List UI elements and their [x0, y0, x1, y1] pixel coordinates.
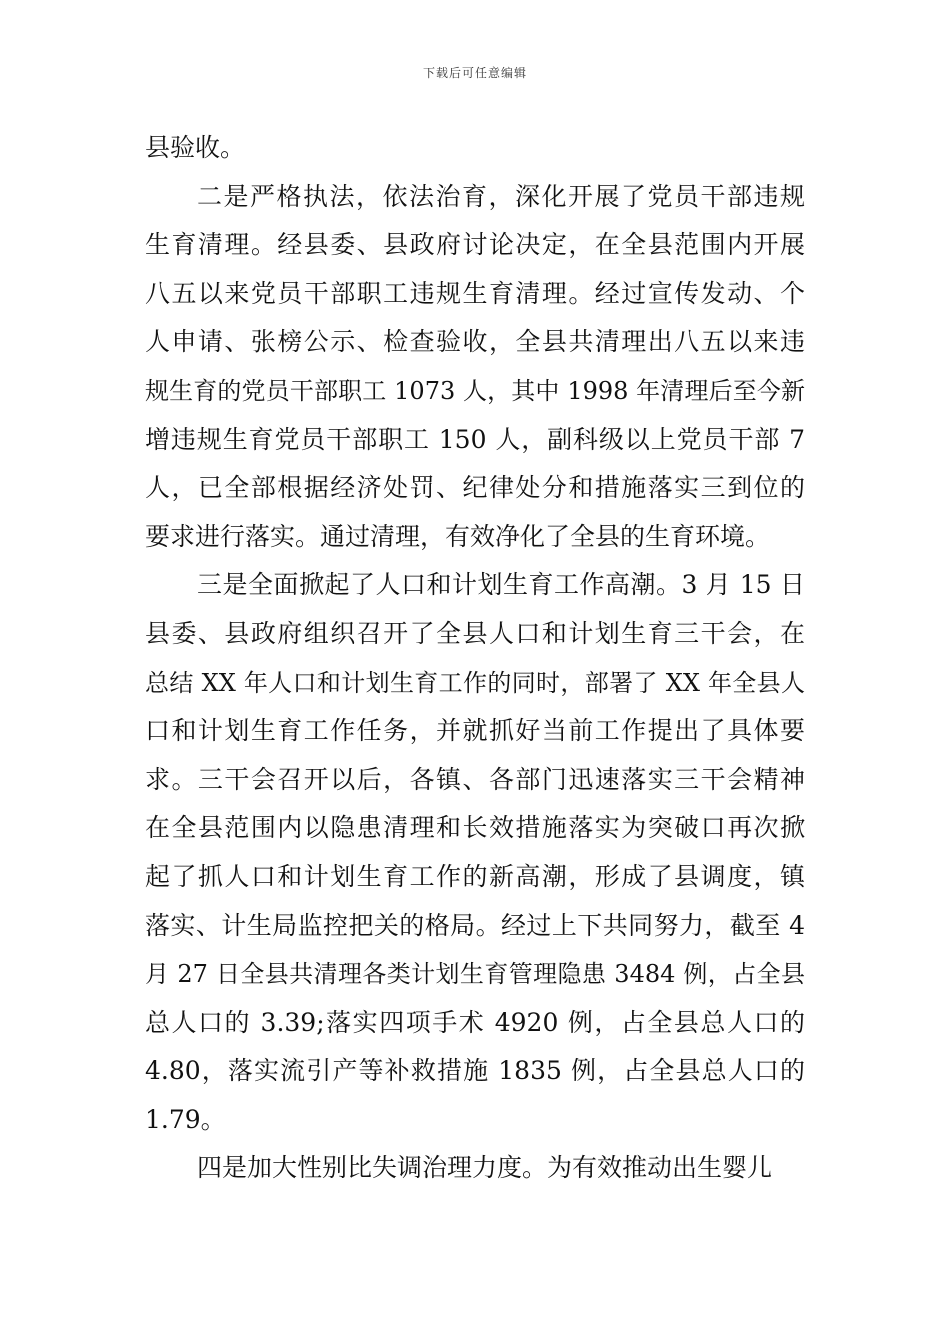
text-line: 八五以来党员干部职工违规生育清理。经过宣传发动、个	[145, 278, 805, 308]
text-line: 4.80，落实流引产等补救措施 1835 例，占全县总人口的	[145, 1056, 805, 1086]
text-line: 县验收。	[145, 133, 246, 162]
text-line: 起了抓人口和计划生育工作的新高潮，形成了县调度，镇	[145, 861, 805, 891]
text-line: 落实、计生局监控把关的格局。经过上下共同努力，截至 4	[145, 910, 805, 940]
paragraph-start-line: 二是严格执法，依法治育，深化开展了党员干部违规	[197, 181, 805, 211]
text-line: 规生育的党员干部职工 1073 人，其中 1998 年清理后至今新	[145, 376, 805, 405]
page-header: 下载后可任意编辑	[422, 66, 527, 80]
text-line: 增违规生育党员干部职工 150 人，副科级以上党员干部 7	[145, 424, 805, 454]
text-line: 在全县范围内以隐患清理和长效措施落实为突破口再次掀	[145, 813, 805, 843]
text-line: 生育清理。经县委、县政府讨论决定，在全县范围内开展	[145, 230, 805, 260]
paragraph-start-line: 四是加大性别比失调治理力度。为有效推动出生婴儿	[197, 1153, 773, 1183]
text-line: 人，已全部根据经济处罚、纪律处分和措施落实三到位的	[145, 473, 805, 503]
text-line: 口和计划生育工作任务，并就抓好当前工作提出了具体要	[145, 716, 805, 746]
text-line: 县委、县政府组织召开了全县人口和计划生育三干会，在	[145, 618, 805, 648]
text-line: 要求进行落实。通过清理，有效净化了全县的生育环境。	[145, 521, 771, 551]
text-line: 求。三干会召开以后，各镇、各部门迅速落实三干会精神	[145, 764, 805, 794]
document-body	[145, 124, 805, 1193]
text-line: 1.79。	[145, 1104, 226, 1134]
text-line: 总结 XX 年人口和计划生育工作的同时，部署了 XX 年全县人	[145, 668, 805, 697]
text-line: 人申请、张榜公示、检查验收，全县共清理出八五以来违	[145, 327, 805, 357]
text-line: 月 27 日全县共清理各类计划生育管理隐患 3484 例，占全县	[145, 960, 805, 989]
paragraph-start-line: 三是全面掀起了人口和计划生育工作高潮。3 月 15 日	[197, 570, 805, 600]
text-line: 总人口的 3.39;落实四项手术 4920 例，占全县总人口的	[145, 1007, 805, 1037]
